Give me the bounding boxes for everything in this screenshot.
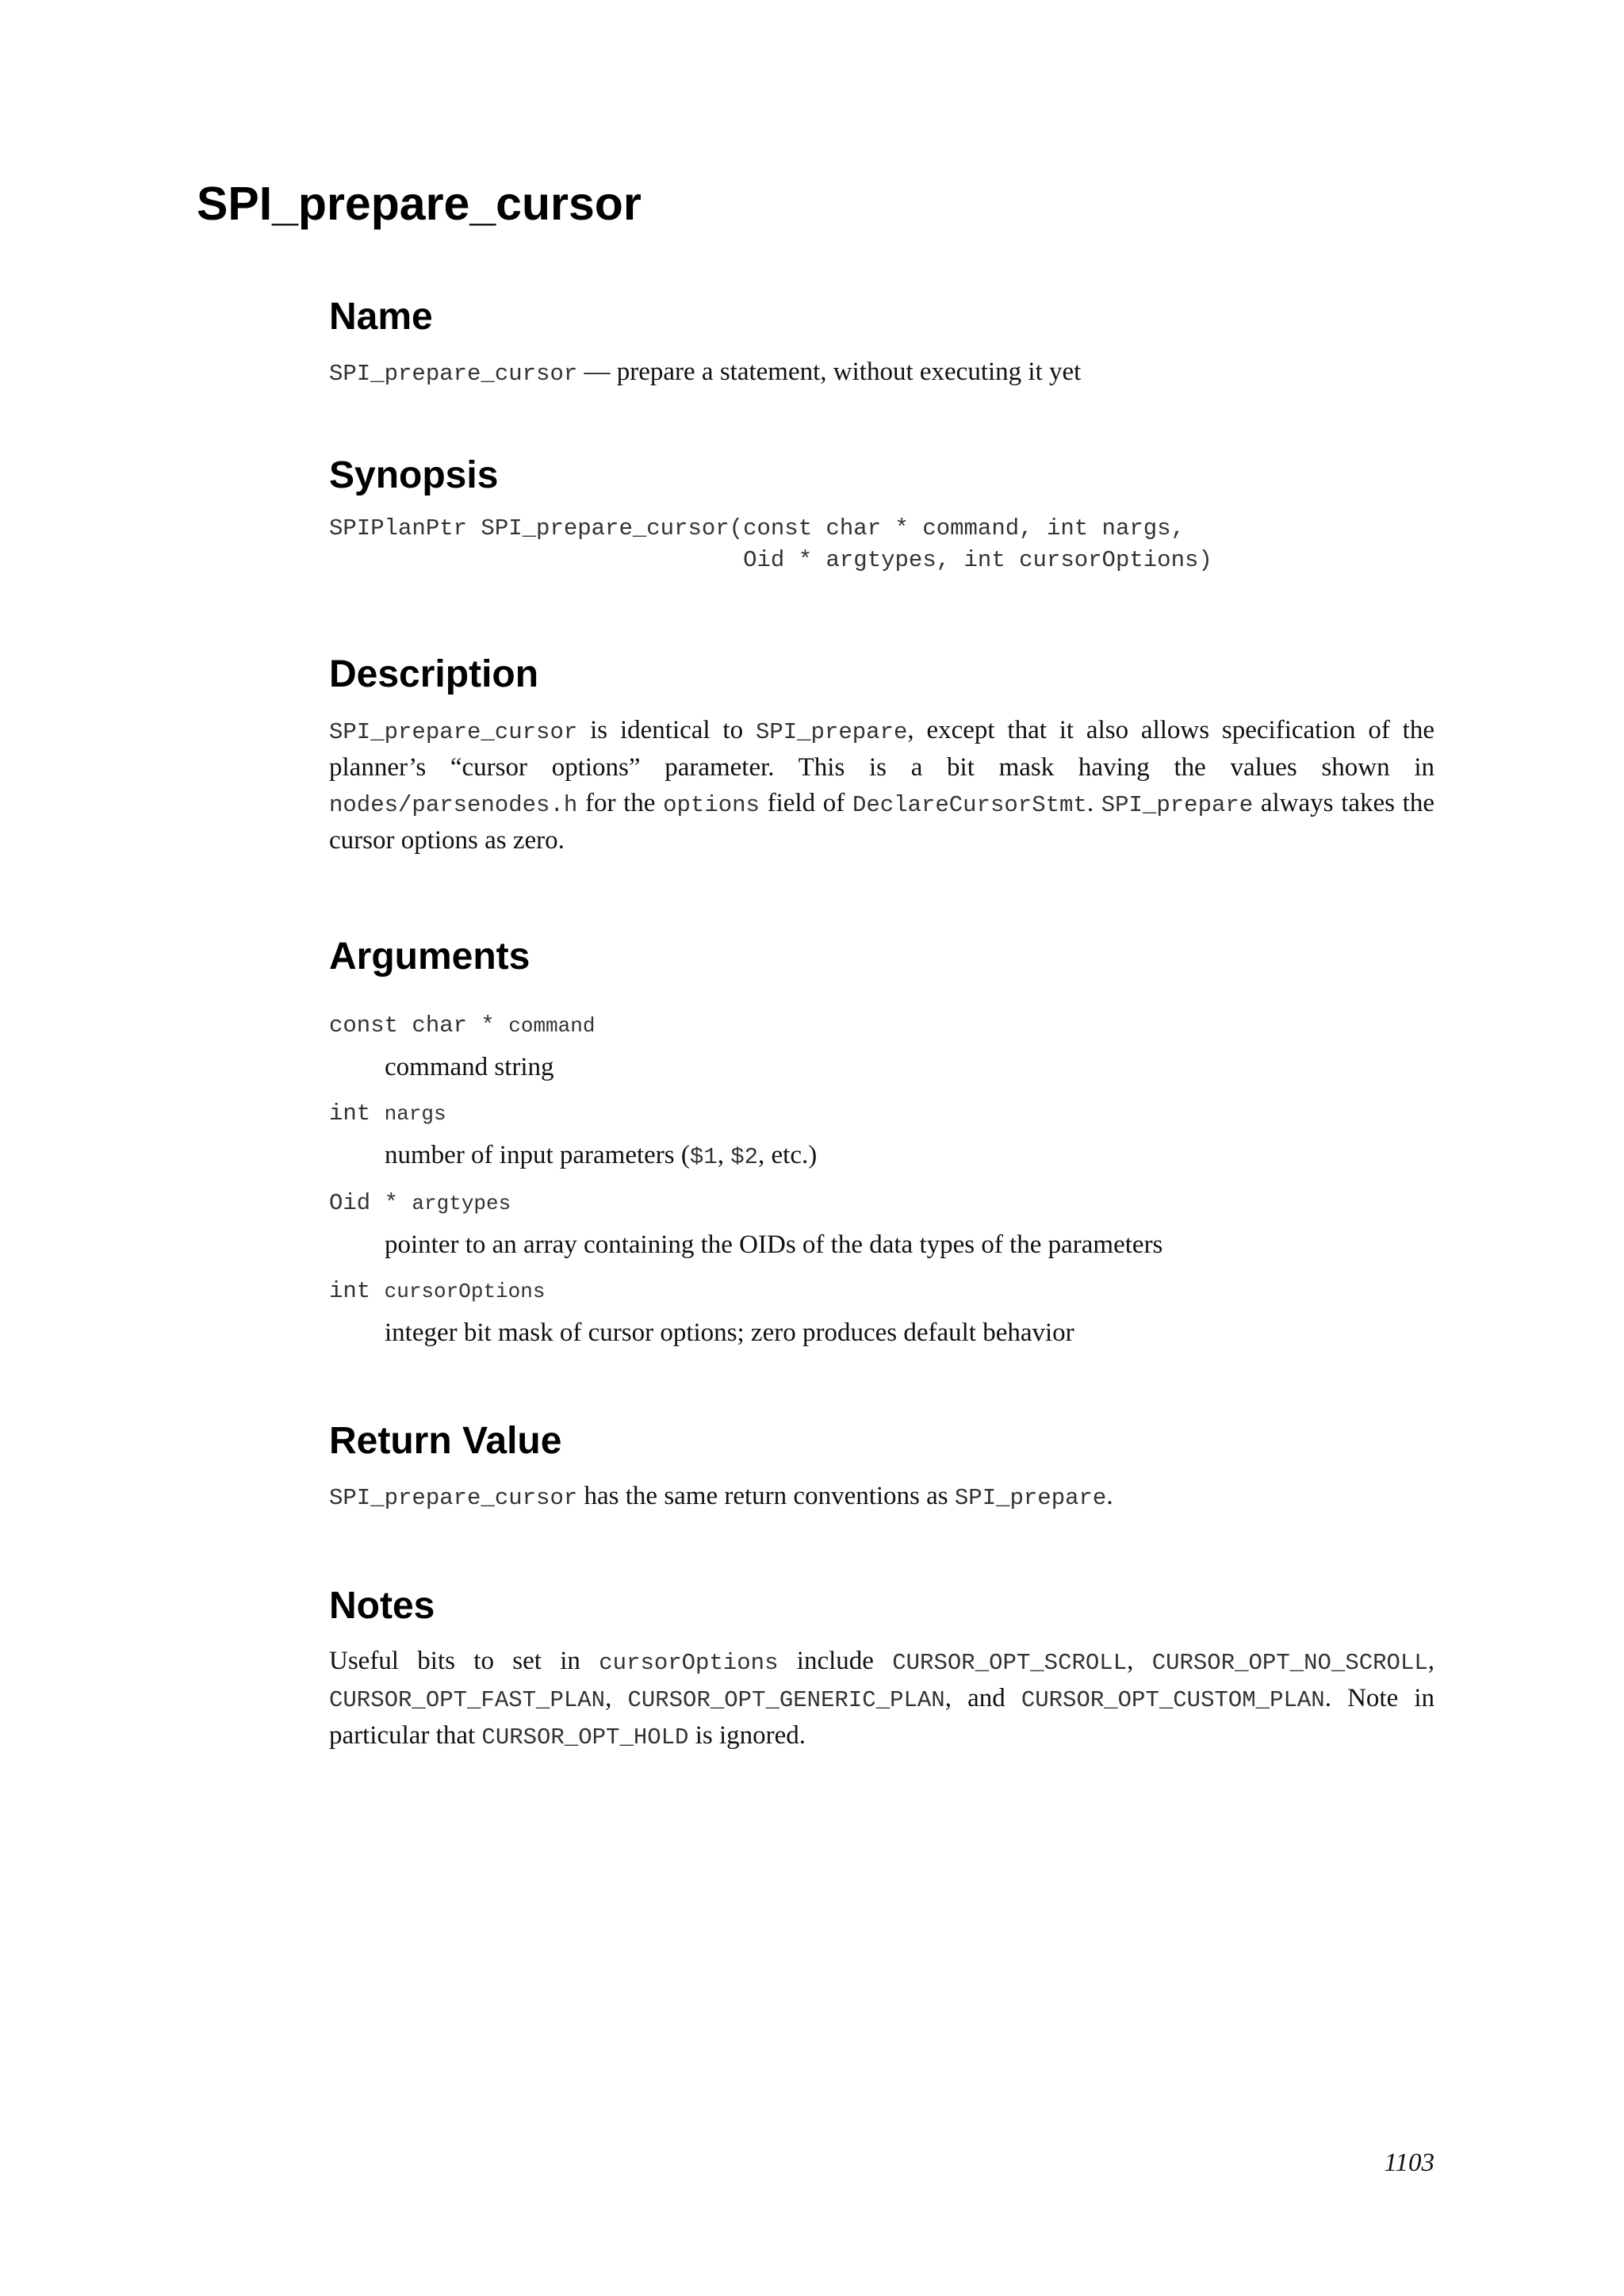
text-run: . <box>1086 788 1101 817</box>
argument-term <box>329 1098 1434 1130</box>
argument-description <box>385 1138 1434 1175</box>
code-term: CURSOR_OPT_SCROLL <box>892 1650 1128 1677</box>
name-line <box>329 354 1434 392</box>
code-term: SPI_prepare <box>954 1484 1107 1511</box>
argument-name: cursorOptions <box>384 1279 546 1303</box>
text-run: include <box>778 1647 893 1676</box>
code-term: SPI_prepare_cursor <box>329 718 578 745</box>
text-run: for the <box>577 788 664 817</box>
argument-type: Oid * <box>329 1189 399 1216</box>
section-heading-name: Name <box>329 296 433 338</box>
section-heading-notes: Notes <box>329 1584 435 1627</box>
text-run: , <box>1427 1647 1434 1676</box>
code-term: nodes/parsenodes.h <box>329 791 578 818</box>
code-term: $1 <box>689 1143 718 1170</box>
argument-type: int <box>329 1277 371 1304</box>
text-run: has the same return conventions as <box>577 1481 955 1510</box>
argument-type: const char * <box>329 1012 495 1039</box>
text-run: is identical to <box>577 715 756 744</box>
main-content <box>329 295 1434 1755</box>
code-term: CURSOR_OPT_CUSTOM_PLAN <box>1021 1687 1325 1714</box>
code-term: CURSOR_OPT_GENERIC_PLAN <box>627 1687 945 1714</box>
section-description <box>329 652 1434 858</box>
section-heading-arguments: Arguments <box>329 935 530 978</box>
argument-type: int <box>329 1100 371 1127</box>
argument-name: argtypes <box>412 1191 511 1215</box>
code-term: SPI_prepare <box>755 718 908 745</box>
text-run: field of <box>759 788 852 817</box>
section-heading-description: Description <box>329 653 539 696</box>
section-synopsis <box>329 453 1434 576</box>
text-run: Useful bits to set in <box>329 1647 599 1676</box>
text-run: , except that it also allows specification of the planner’s “cursor options” parameter. This is a bit mask having the values shown in <box>329 715 1434 782</box>
argument-term <box>329 1188 1434 1219</box>
code-term: $2 <box>730 1143 758 1170</box>
argument-name: command <box>508 1013 596 1038</box>
page-title: SPI_prepare_cursor <box>197 178 642 230</box>
argument-description: integer bit mask of cursor options; zero produces default behavior <box>385 1318 1074 1347</box>
text-run: . Note in particular that <box>329 1684 1434 1751</box>
code-term: DeclareCursorStmt <box>852 791 1087 818</box>
section-return-value <box>329 1419 1434 1516</box>
code-term: SPI_prepare_cursor <box>329 1484 578 1511</box>
argument-term <box>329 1276 1434 1307</box>
section-name <box>329 295 1434 392</box>
text-run: is ignored. <box>688 1721 806 1751</box>
name-summary: — prepare a statement, without executing it yet <box>577 358 1082 387</box>
section-arguments <box>329 935 1434 1351</box>
return-value-paragraph <box>329 1479 1434 1516</box>
text-run: , <box>717 1140 731 1169</box>
argument-description: command string <box>385 1052 554 1081</box>
code-term: SPI_prepare <box>1101 791 1254 818</box>
code-term: CURSOR_OPT_NO_SCROLL <box>1151 1650 1428 1677</box>
text-run: . <box>1106 1481 1113 1510</box>
argument-name: nargs <box>384 1101 446 1126</box>
notes-paragraph <box>329 1644 1434 1755</box>
text-run: , etc.) <box>758 1140 818 1169</box>
text-run: , and <box>944 1684 1021 1713</box>
argument-list <box>329 1010 1434 1351</box>
section-notes <box>329 1584 1434 1755</box>
text-run: always takes the cursor options as zero. <box>329 788 1434 855</box>
section-heading-synopsis: Synopsis <box>329 454 499 497</box>
description-paragraph <box>329 713 1434 859</box>
synopsis-code <box>329 513 1434 576</box>
synopsis-line-2: Oid * argtypes, int cursorOptions) <box>329 547 1212 574</box>
function-name: SPI_prepare_cursor <box>329 361 578 388</box>
text-run: , <box>605 1684 628 1713</box>
section-heading-return-value: Return Value <box>329 1419 562 1462</box>
argument-term <box>329 1010 1434 1042</box>
text-run: number of input parameters ( <box>385 1140 690 1169</box>
page-number: 1103 <box>1384 2149 1434 2177</box>
text-run: , <box>1127 1647 1152 1676</box>
code-term: cursorOptions <box>599 1650 779 1677</box>
code-term: options <box>663 791 760 818</box>
code-term: CURSOR_OPT_HOLD <box>481 1724 689 1751</box>
synopsis-line-1: SPIPlanPtr SPI_prepare_cursor(const char * command, int nargs, <box>329 515 1185 542</box>
code-term: CURSOR_OPT_FAST_PLAN <box>329 1687 606 1714</box>
argument-description: pointer to an array containing the OIDs of the data types of the parameters <box>385 1230 1163 1259</box>
